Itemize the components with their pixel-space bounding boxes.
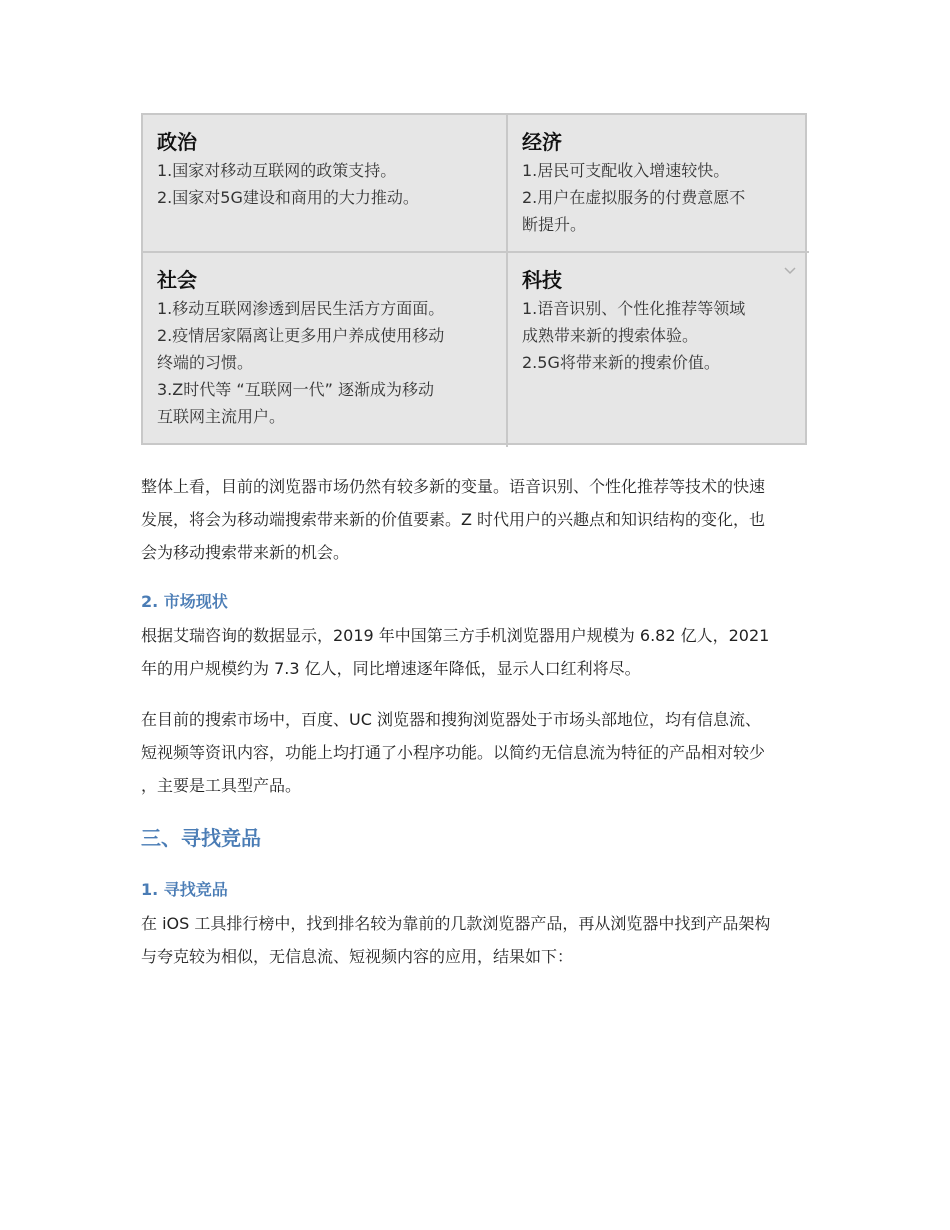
text-line: 短视频等资讯内容，功能上均打通了小程序功能。以简约无信息流为特征的产品相对较少 xyxy=(141,743,766,762)
pest-analysis-table xyxy=(141,113,807,445)
text-line: 发展，将会为移动端搜索带来新的价值要素。Z 时代用户的兴趣点和知识结构的变化，也 xyxy=(141,510,766,529)
cell-line: 成熟带来新的搜索体验。 xyxy=(522,326,699,345)
pest-cell-society xyxy=(143,253,508,447)
cell-line: 1.移动互联网渗透到居民生活方方面面。 xyxy=(157,299,445,318)
cell-title: 社会 xyxy=(157,268,197,292)
text-line: ，主要是工具型产品。 xyxy=(141,776,302,795)
summary-paragraph xyxy=(141,470,809,569)
cell-line: 互联网主流用户。 xyxy=(157,407,286,426)
text-line: 在目前的搜索市场中，百度、UC 浏览器和搜狗浏览器处于市场头部地位，均有信息流、 xyxy=(141,710,761,729)
cell-title: 政治 xyxy=(157,130,197,154)
pest-cell-politics xyxy=(143,115,508,253)
text-line: 会为移动搜索带来新的机会。 xyxy=(141,543,350,562)
text-line: 根据艾瑞咨询的数据显示，2019 年中国第三方手机浏览器用户规模为 6.82 亿人，2021 xyxy=(141,626,770,645)
heading-market-status: 2. 市场现状 xyxy=(141,592,228,611)
cell-line: 2.国家对5G建设和商用的大力推动。 xyxy=(157,188,419,207)
market-paragraph-2 xyxy=(141,703,809,802)
heading-find-competitors: 1. 寻找竞品 xyxy=(141,880,228,899)
cell-title: 科技 xyxy=(522,268,562,292)
cell-line: 1.国家对移动互联网的政策支持。 xyxy=(157,161,397,180)
cell-line: 1.语音识别、个性化推荐等领域 xyxy=(522,299,746,318)
text-line: 整体上看，目前的浏览器市场仍然有较多新的变量。语音识别、个性化推荐等技术的快速 xyxy=(141,477,766,496)
cell-line: 2.疫情居家隔离让更多用户养成使用移动 xyxy=(157,326,445,345)
heading-section-three: 三、寻找竞品 xyxy=(141,826,261,850)
cell-line: 终端的习惯。 xyxy=(157,353,254,372)
text-line: 年的用户规模约为 7.3 亿人，同比增速逐年降低，显示人口红利将尽。 xyxy=(141,659,641,678)
pest-cell-technology xyxy=(508,253,809,447)
text-line: 在 iOS 工具排行榜中，找到排名较为靠前的几款浏览器产品，再从浏览器中找到产品架构 xyxy=(141,914,771,933)
cell-title: 经济 xyxy=(522,130,562,154)
cell-line: 断提升。 xyxy=(522,215,587,234)
text-line: 与夸克较为相似，无信息流、短视频内容的应用，结果如下： xyxy=(141,947,574,966)
find-paragraph xyxy=(141,907,809,973)
pest-cell-economy xyxy=(508,115,809,253)
cell-line: 2.5G将带来新的搜索价值。 xyxy=(522,353,720,372)
cell-line: 2.用户在虚拟服务的付费意愿不 xyxy=(522,188,746,207)
cell-line: 1.居民可支配收入增速较快。 xyxy=(522,161,730,180)
cell-line: 3.Z时代等 “互联网一代” 逐渐成为移动 xyxy=(157,380,434,399)
chevron-down-icon[interactable] xyxy=(783,263,797,277)
market-paragraph-1 xyxy=(141,619,809,685)
